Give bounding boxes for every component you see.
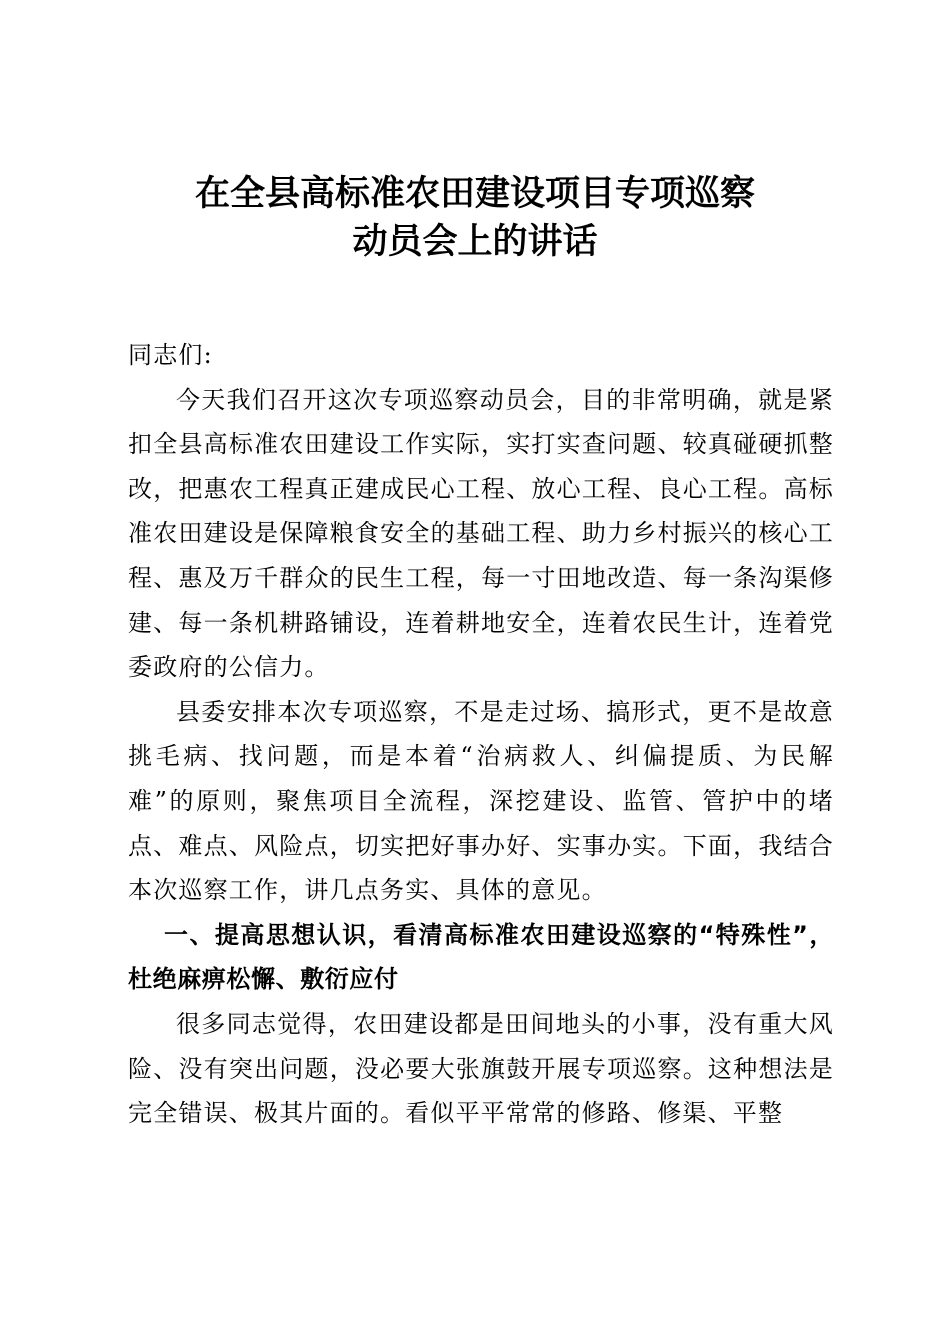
document-title-line-1: 在全县高标准农田建设项目专项巡察	[194, 174, 755, 214]
section-heading-1: 一、提高思想认识，看清高标准农田建设巡察的“特殊性”，杜绝麻痹松懈、敷衍应付	[128, 920, 834, 994]
body-paragraph-2: 县委安排本次专项巡察，不是走过场、搞形式，更不是故意挑毛病、找问题，而是本着“治病救人、纠偏提质、为民解难”的原则，聚焦项目全流程，深挖建设、监管、管护中的堵点、难点、风险点，切实把好事办好、实事办实。下面，我结合本次巡察工作，讲几点务实、具体的意见。	[128, 697, 834, 905]
document-title-line-2: 动员会上的讲话	[352, 222, 598, 262]
salutation: 同志们:	[128, 341, 213, 369]
body-paragraph-1: 今天我们召开这次专项巡察动员会，目的非常明确，就是紧扣全县高标准农田建设工作实际，实打实查问题、较真碰硬抓整改，把惠农工程真正建成民心工程、放心工程、良心工程。高标准农田建设是保障粮食安全的基础工程、助力乡村振兴的核心工程、惠及万千群众的民生工程，每一寸田地改造、每一条沟渠修建、每一条机耕路铺设，连着耕地安全，连着农民生计，连着党委政府的公信力。	[128, 385, 834, 682]
section-1-paragraph: 很多同志觉得，农田建设都是田间地头的小事，没有重大风险、没有突出问题，没必要大张旗鼓开展专项巡察。这种想法是完全错误、极其片面的。看似平平常常的修路、修渠、平整	[128, 1009, 834, 1128]
document-body	[128, 333, 834, 1136]
